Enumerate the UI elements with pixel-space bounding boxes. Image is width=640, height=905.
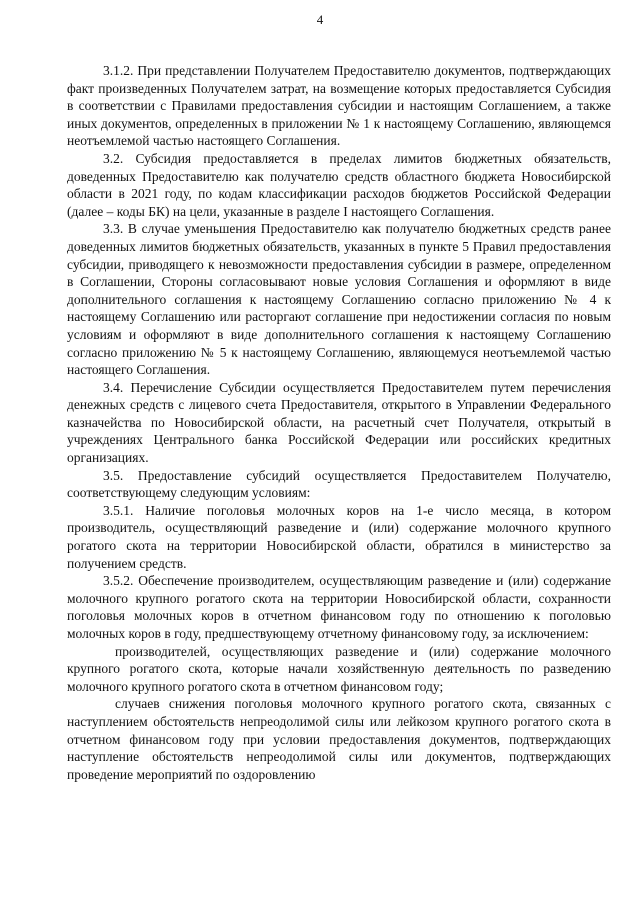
- paragraph-3-5-2: 3.5.2. Обеспечение производителем, осуществляющим разведение и (или) содержание молочного крупного рогатого скота на территории Новосибирской области, сохранности поголовья молочных коров в отчетном финансовом году по отношению к поголовью молочных коров в году, предшествующему отчетному финансовому году, за исключением:: [67, 573, 611, 641]
- page-number: 4: [316, 12, 324, 27]
- paragraph-exception-new-producers: производителей, осуществляющих разведение и (или) содержание молочного крупного рогатого скота, которые начали хозяйственную деятельность по разведению молочного крупного рогатого скота в отчетном финансовом году;: [67, 643, 611, 694]
- paragraph-3-4: 3.4. Перечисление Субсидии осуществляется Предоставителем путем перечисления денежных средств с лицевого счета Предоставителя, открытого в Управлении Федерального казначейства по Новосибирской области, на расчетный счет Получателя, открытый в учреждениях Центрального банка Российской Федерации или российских кредитных организациях.: [67, 379, 611, 466]
- paragraph-3-1-2: 3.1.2. При представлении Получателем Предоставителю документов, подтверждающих факт произведенных Получателем затрат, на возмещение которых предоставляется Субсидия в соответствии с Правилами предоставления субсидии и настоящим Соглашением, а также иных документов, определенных в приложении № 1 к настоящему Соглашению, являющемся неотъемлемой частью настоящего Соглашения.: [67, 63, 611, 149]
- paragraph-3-5-1: 3.5.1. Наличие поголовья молочных коров на 1-е число месяца, в котором производитель, осуществляющий разведение и (или) содержание молочного крупного рогатого скота на территории Новосибирской области, обратился в министерство за получением средств.: [67, 502, 611, 571]
- paragraph-3-5: 3.5. Предоставление субсидий осуществляется Предоставителем Получателю, соответствующему следующим условиям:: [67, 467, 611, 501]
- paragraph-exception-force-majeure: случаев снижения поголовья молочного крупного рогатого скота, связанных с наступлением обстоятельств непреодолимой силы или лейкозом крупного рогатого скота в отчетном финансовом году при условии предоставления документов, подтверждающих наступление обстоятельств непреодолимой силы или документов, подтверждающих проведение мероприятий по оздоровлению: [67, 696, 611, 782]
- paragraph-3-3: 3.3. В случае уменьшения Предоставителю как получателю бюджетных средств ранее доведенных лимитов бюджетных обязательств, указанных в пункте 5 Правил предоставления субсидии, приводящего к невозможности предоставления субсидии в размере, определенном в Соглашении, Стороны согласовывают новые условия Соглашения и оформляют в виде дополнительного соглашения к настоящему Соглашению согласно приложению № 4 к настоящему Соглашению или расторгают соглашение при недостижении согласия по новым условиям и оформляют в виде дополнительного соглашения к настоящему Соглашению согласно приложению № 5 к настоящему Соглашению, являющемуся неотъемлемой частью настоящего Соглашения.: [67, 221, 611, 378]
- document-body: [67, 62, 611, 783]
- paragraph-3-2: 3.2. Субсидия предоставляется в пределах лимитов бюджетных обязательств, доведенных Предоставителю как получателю средств областного бюджета Новосибирской области в 2021 году, по кодам классификации расходов бюджетов Российской Федерации (далее – коды БК) на цели, указанные в разделе I настоящего Соглашения.: [67, 150, 611, 219]
